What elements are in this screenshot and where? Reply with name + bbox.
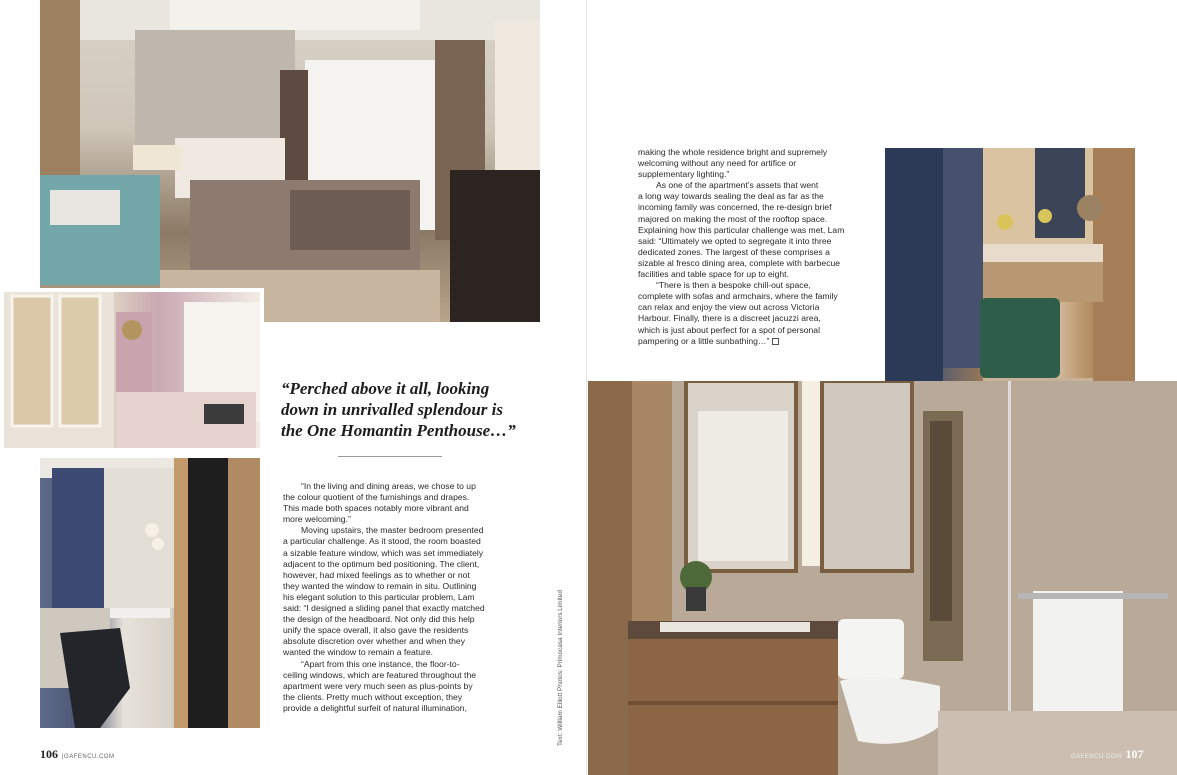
- master-bedroom-photo: [40, 0, 540, 322]
- paragraph: [638, 147, 844, 180]
- pull-quote-line: the One Homantin Penthouse…”: [281, 421, 516, 440]
- article-column-left: [283, 481, 488, 714]
- text-line: absolute discretion over whether and when they: [283, 636, 466, 647]
- pull-quote-divider: [338, 456, 442, 457]
- text-line: making the whole residence bright and supremely: [638, 147, 828, 157]
- text-line: Harbour. Finally, there is a discreet jacuzzi area,: [638, 313, 821, 324]
- pink-bedroom-photo: [0, 288, 264, 452]
- paragraph: [638, 180, 844, 280]
- vanity-dresser-photo: [881, 144, 1139, 416]
- text-line: more welcoming.”: [283, 514, 351, 525]
- site-name-left: |GAFENCU.COM: [62, 754, 115, 760]
- pull-quote-line: “Perched above it all, looking: [281, 379, 490, 398]
- text-line: apartment were very much seen as plus-points by: [283, 680, 473, 691]
- text-line: complete with sofas and armchairs, where the family: [638, 291, 838, 302]
- text-line: dedicated zones. The largest of these comprises a: [638, 246, 830, 257]
- site-name-right: GAFENCU.COM: [1071, 754, 1122, 760]
- text-line: the colour quotient of the furnishings and drapes.: [283, 492, 470, 503]
- end-of-article-icon: [772, 338, 779, 345]
- spread-gutter: [586, 0, 587, 775]
- folio-left: [40, 745, 115, 763]
- paragraph: [283, 481, 488, 525]
- text-line: This made both spaces notably more vibrant and: [283, 503, 469, 514]
- pull-quote: [281, 378, 516, 441]
- paragraph: [638, 280, 844, 347]
- text-line: a particular challenge. As it stood, the room boasted: [283, 536, 481, 547]
- text-line: sizable al fresco dining area, complete with barbecue: [638, 257, 841, 268]
- text-line: the clients. Pretty much without exception, they: [283, 691, 463, 702]
- article-column-right: [638, 147, 844, 347]
- text-line: majored on making the most of the rooftop space.: [638, 213, 828, 224]
- text-line: however, had mixed feelings as to whether or not: [283, 569, 470, 580]
- text-line: incoming family was concerned, the re-design brief: [638, 202, 832, 213]
- text-line: a sizable feature window, which was set immediately: [283, 547, 484, 558]
- study-bedroom-photo: [40, 458, 260, 728]
- text-line: ceiling windows, which are featured throughout the: [283, 669, 476, 680]
- text-line: “Apart from this one instance, the floor-to-: [301, 658, 460, 669]
- text-line: said: “I designed a sliding panel that exactly matched: [283, 603, 485, 614]
- text-line: Moving upstairs, the master bedroom presented: [301, 525, 484, 536]
- text-line-content: pampering or a little sunbathing…”: [638, 335, 770, 346]
- text-line: his elegant solution to this particular problem, Lam: [283, 591, 475, 602]
- text-line: provide a delightful surfeit of natural illumination,: [283, 702, 467, 713]
- text-line: said: “Ultimately we opted to segregate it into three: [638, 235, 832, 246]
- text-line: Explaining how this particular challenge was met, Lam: [638, 224, 845, 235]
- text-line: [638, 336, 844, 347]
- text-line: As one of the apartment’s assets that went: [656, 180, 819, 191]
- text-line: which is just about perfect for a spot of personal: [638, 324, 821, 335]
- text-line: wanted the window to remain a feature.: [283, 647, 434, 658]
- photo-credit-text: Text: William Elliott Photos: Primocasa Interiors Limited: [557, 590, 564, 746]
- folio-right: [1071, 745, 1144, 763]
- pull-quote-line: down in unrivalled splendour is: [281, 400, 504, 419]
- text-line: the design of the headboard. Not only did this help: [283, 614, 475, 625]
- text-line: adjacent to the optimum bed positioning. The client,: [283, 558, 480, 569]
- text-line: facilities and table space for up to eight.: [638, 269, 789, 280]
- page-number-right: 107: [1125, 747, 1144, 761]
- paragraph: [283, 525, 488, 658]
- text-line: a long way towards sealing the deal as far as the: [638, 191, 824, 202]
- text-line: unify the space overall, it also gave the residents: [283, 625, 469, 636]
- text-line: welcoming without any need for artifice or: [638, 158, 797, 169]
- text-line: supplementary lighting.”: [638, 169, 730, 180]
- paragraph: [283, 659, 488, 714]
- text-line: “In the living and dining areas, we chose to up: [301, 481, 476, 491]
- text-line: “There is then a bespoke chill-out space,: [656, 280, 811, 291]
- text-line: can relax and enjoy the view out across Victoria: [638, 302, 820, 313]
- bathroom-photo: [588, 381, 1177, 775]
- text-line: they wanted the window to remain in situ. Outlining: [283, 580, 477, 591]
- page-number-left: 106: [40, 747, 58, 761]
- photo-credit: [553, 566, 567, 746]
